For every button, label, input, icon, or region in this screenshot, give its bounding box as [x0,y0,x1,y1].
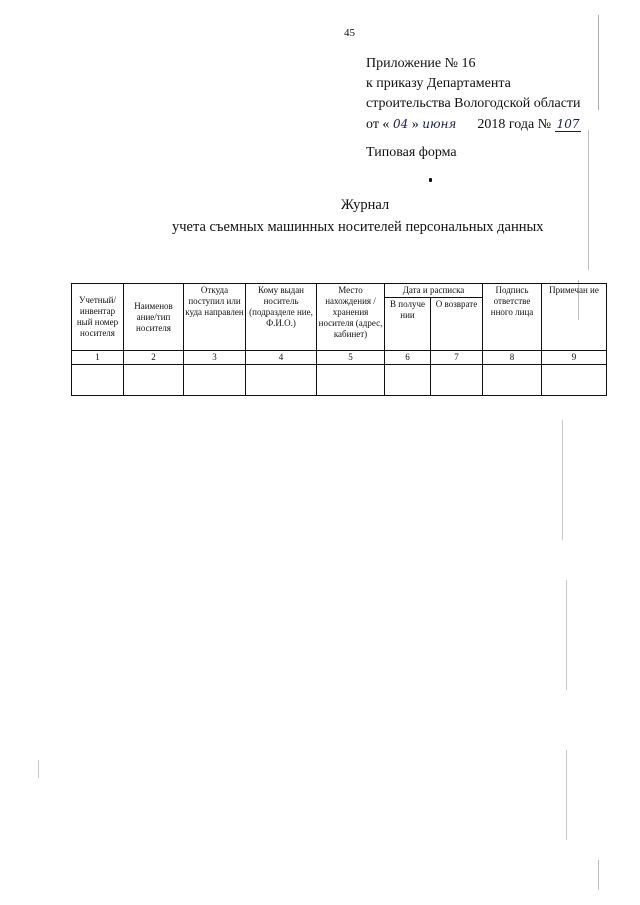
column-number: 9 [542,351,607,365]
table-cell [542,365,607,396]
department-name: строительства Вологодской области [366,96,581,111]
column-number: 3 [184,351,246,365]
date-year: 2018 года № [477,117,552,132]
scan-line [588,130,589,270]
header-on-receipt: В получе нии [385,298,431,351]
table-cell [72,365,124,396]
journal-table [71,283,607,396]
column-number: 6 [385,351,431,365]
order-date-line [366,114,581,135]
date-prefix: от « [366,117,390,132]
order-reference: к приказу Департамента [366,76,511,91]
header-issued-to: Кому выдан носитель (подразделе ние, Ф.И.О.) [246,284,317,351]
scan-line [598,15,599,110]
header-responsible-signature: Подпись ответстве нного лица [483,284,542,351]
table-cell [317,365,385,396]
scan-line [578,280,579,320]
scan-line [598,860,599,890]
scan-line [566,750,567,840]
date-day: 04 [392,117,409,131]
document-title: Журнал [340,197,390,213]
table-cell [124,365,184,396]
column-number: 8 [483,351,542,365]
order-number: 107 [556,117,580,131]
date-month: июня [422,117,457,131]
table-cell [431,365,483,396]
table-cell [184,365,246,396]
column-number: 2 [124,351,184,365]
column-number: 4 [246,351,317,365]
form-type: Типовая форма [366,145,457,160]
header-location: Место нахождения /хранения носителя (адрес, кабинет) [317,284,385,351]
date-close: » [411,117,419,132]
document-subtitle: учета съемных машинных носителей персональных данных [172,219,544,235]
header-from-to: Откуда поступил или куда направлен [184,284,246,351]
header-carrier-name: Наименов ание/тип носителя [124,284,184,351]
column-number: 1 [72,351,124,365]
table-cell [246,365,317,396]
column-number: 5 [317,351,385,365]
appendix-title: Приложение № 16 [366,56,476,71]
header-account-number: Учетный/ инвентар ный номер носителя [72,284,124,351]
scan-line [562,420,563,540]
column-number: 7 [431,351,483,365]
table-cell [483,365,542,396]
header-date-signature: Дата и расписка [385,284,483,298]
table-cell [385,365,431,396]
page-number: 45 [344,27,355,39]
scan-dot [429,178,432,182]
scan-line [566,580,567,690]
scan-line [38,760,39,778]
header-notes: Примечан ие [542,284,607,351]
header-on-return: О возврате [431,298,483,351]
